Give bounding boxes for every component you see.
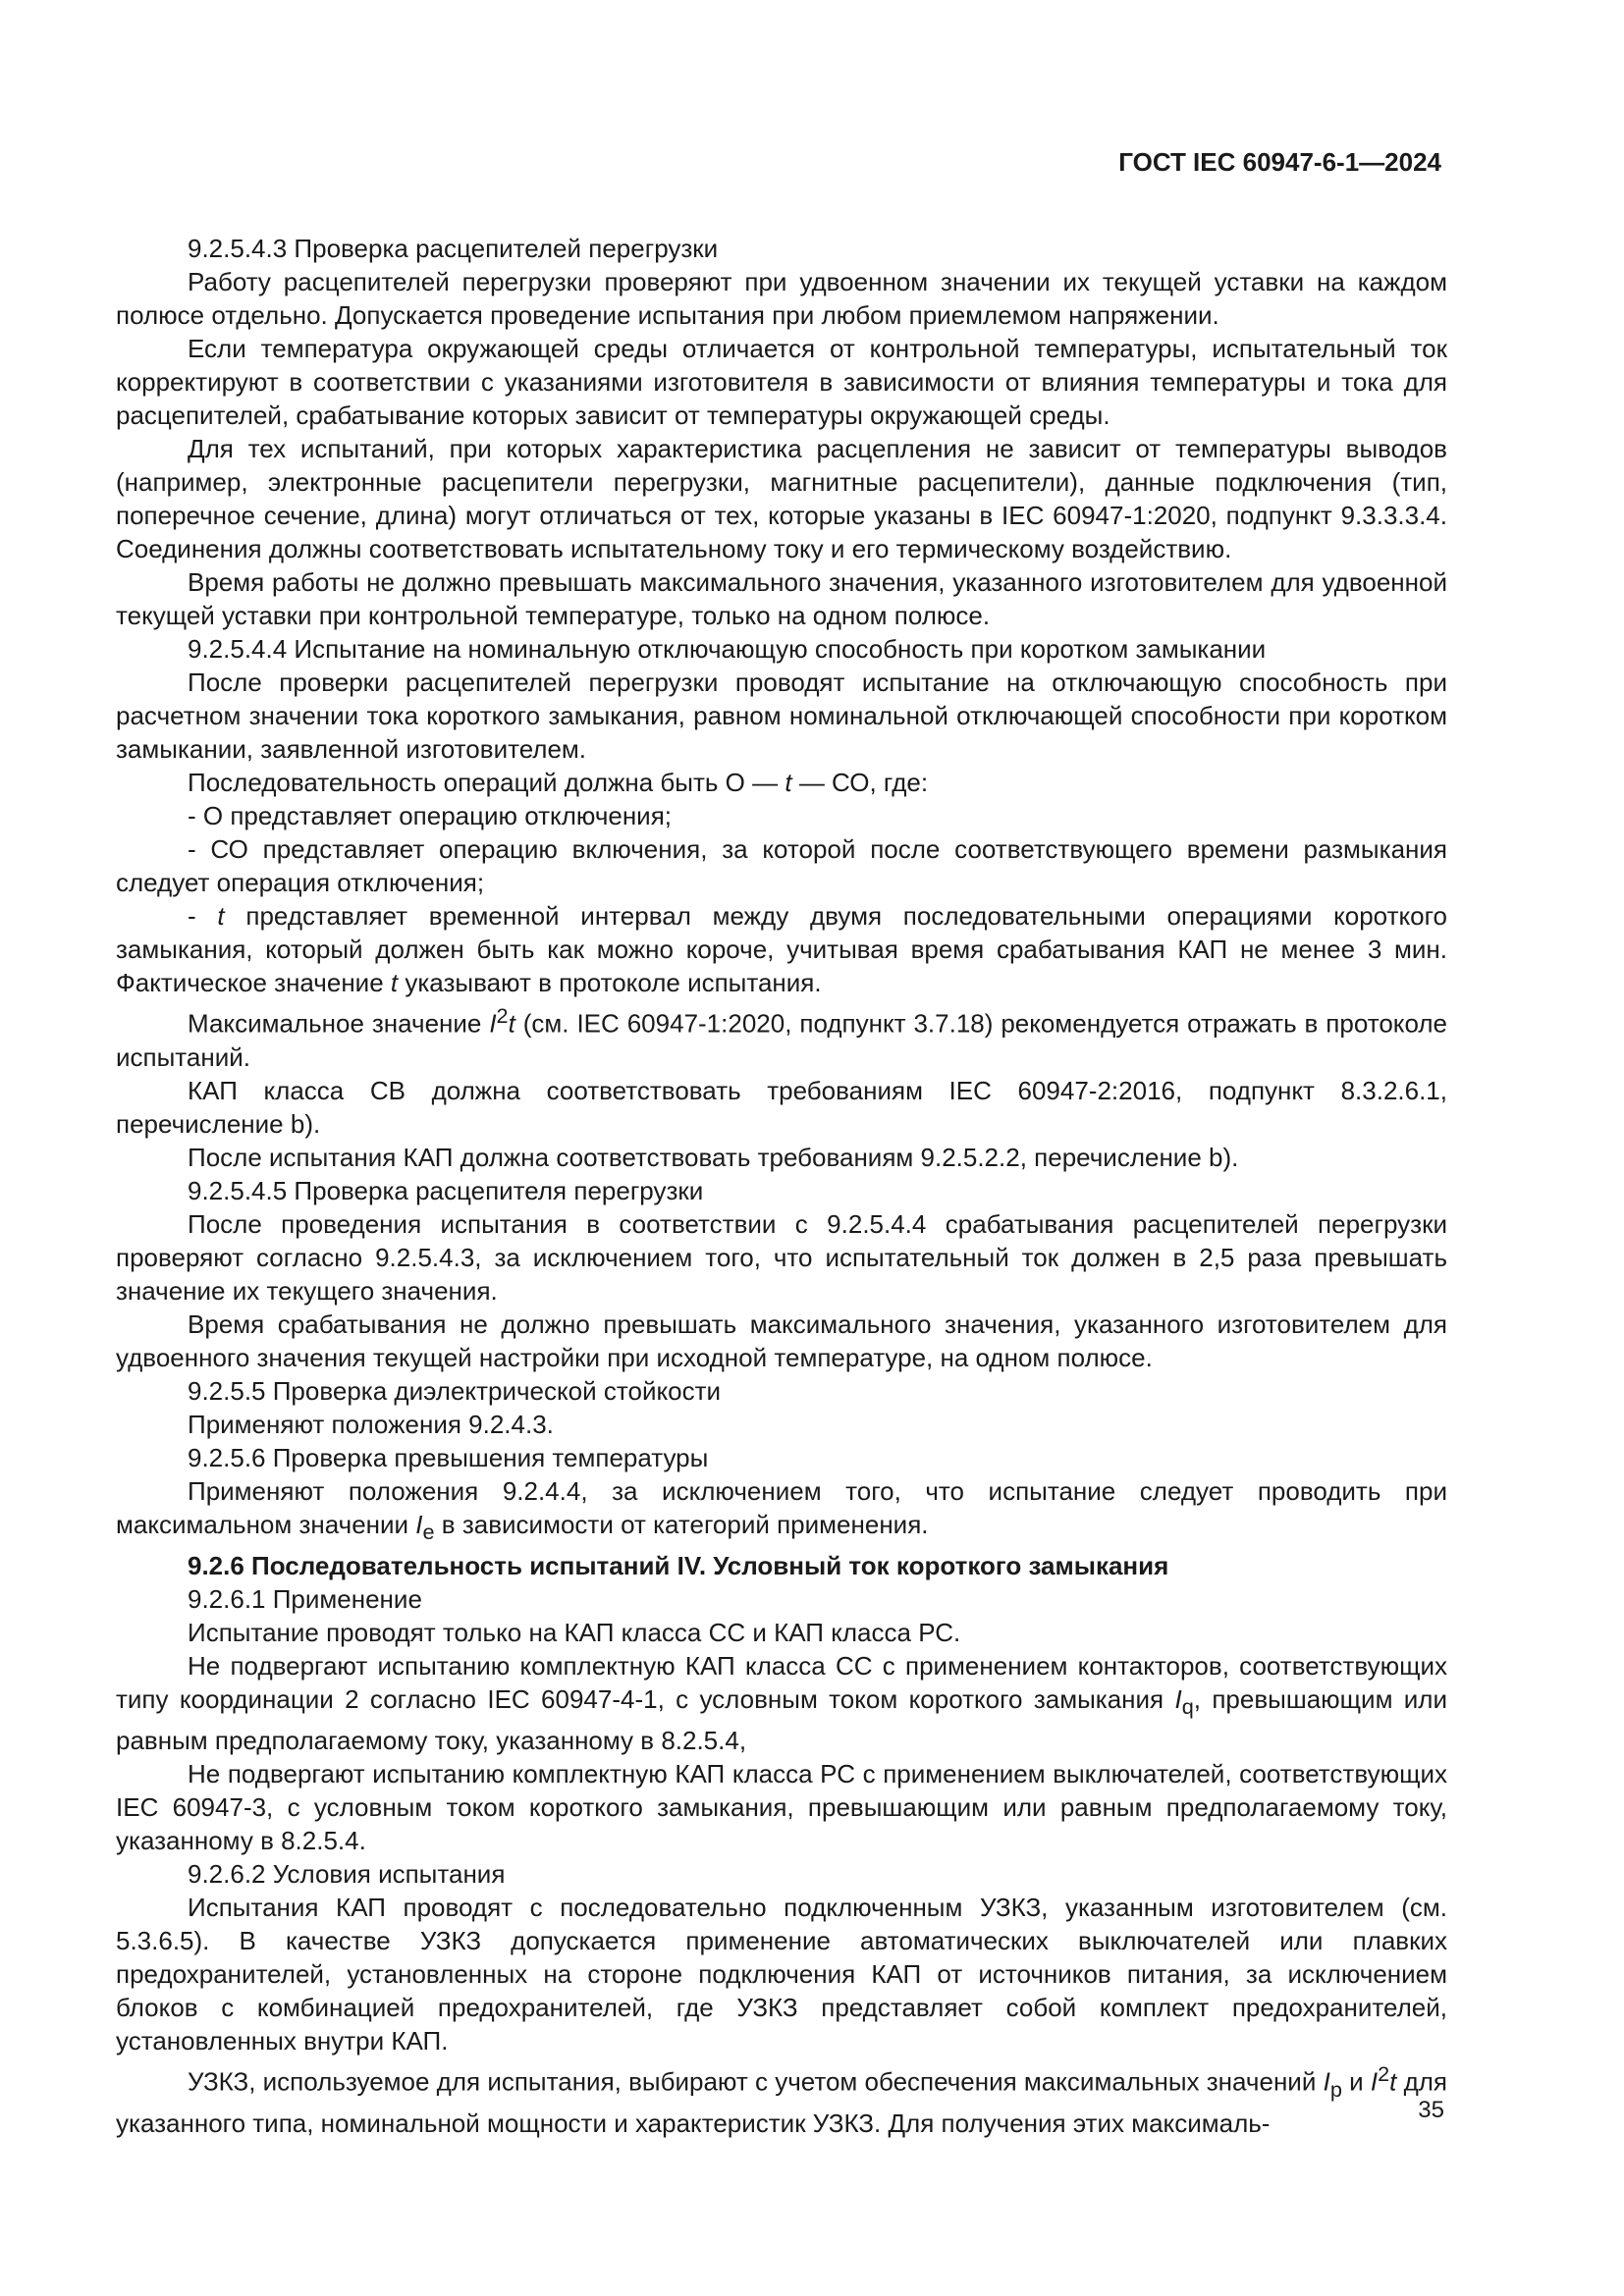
paragraph: После проверки расцепителей перегрузки проводят испытание на отключающую способность при расчетном значении тока короткого замыкания, равном номинальной отключающей способности при коротком замыкании, заявленной изготовителем.	[116, 667, 1447, 764]
page-number: 35	[1418, 2097, 1444, 2123]
paragraph: КАП класса СВ должна соответствовать требованиям IEC 60947-2:2016, подпункт 8.3.2.6.1, перечисление b).	[116, 1075, 1447, 1139]
paragraph: - t представляет временной интервал между двумя последовательными операциями короткого замыкания, который должен быть как можно короче, учитывая время срабатывания КАП не менее 3 мин. Фактическое значение t указывают в протоколе испытания.	[116, 901, 1447, 997]
section-heading: 9.2.6 Последовательность испытаний IV. Условный ток короткого замыкания	[188, 1550, 1169, 1580]
paragraph: - СО представляет операцию включения, за которой после соответствующего времени размыкания следует операция отключения;	[116, 834, 1447, 897]
paragraph: Не подвергают испытанию комплектную КАП класса РС с применением выключателей, соответствующих IEC 60947-3, с условным током короткого замыкания, превышающим или равным предполагаемому току, указанному в 8.2.5.4.	[116, 1759, 1447, 1856]
paragraph: 9.2.6.2 Условия испытания	[188, 1859, 506, 1890]
paragraph: - О представляет операцию отключения;	[188, 801, 673, 830]
paragraph: Применяют положения 9.2.4.3.	[188, 1409, 554, 1439]
paragraph: Применяют положения 9.2.4.4, за исключением того, что испытание следует проводить при максимальном значении $I_e$ в зависимости от категорий применения.	[116, 1475, 1447, 1544]
paragraph: После проведения испытания в соответствии с 9.2.5.4.4 срабатывания расцепителей перегрузки проверяют согласно 9.2.5.4.3, за исключением того, что испытательный ток должен в 2,5 раза превышать значение их текущего значения.	[116, 1208, 1447, 1306]
paragraph: 9.2.5.4.4 Испытание на номинальную отключающую способность при коротком замыкании	[188, 634, 1267, 664]
paragraph: Испытание проводят только на КАП класса СС и КАП класса РС.	[188, 1617, 961, 1647]
paragraph: Время работы не должно превышать максимального значения, указанного изготовителем для удвоенной текущей уставки при контрольной температуре, только на одном полюсе.	[116, 567, 1447, 630]
paragraph: После испытания КАП должна соответствовать требованиям 9.2.5.2.2, перечисление b).	[188, 1142, 1239, 1172]
paragraph: 9.2.6.1 Применение	[188, 1583, 422, 1614]
paragraph: Для тех испытаний, при которых характеристика расцепления не зависит от температуры выводов (например, электронные расцепители перегрузки, магнитные расцепители), данные подключения (тип, поперечное сечение, длина) могут отличаться от тех, которые указаны в IEC 60947-1:2020, подпункт 9.3.3.3.4. Соединения должны соответствовать испытательному току и его термическому воздействию.	[116, 434, 1447, 563]
paragraph: 9.2.5.4.3 Проверка расцепителей перегрузки	[188, 234, 719, 263]
paragraph: 9.2.5.4.5 Проверка расцепителя перегрузки	[188, 1175, 704, 1205]
paragraph: Испытания КАП проводят с последовательно подключенным УЗКЗ, указанным изготовителем (см. 5.3.6.5). В качестве УЗКЗ допускается применение автоматических выключателей или плавких предохранителей, установленных на стороне подключения КАП от источников питания, за исключением блоков с комбинацией предохранителей, где УЗКЗ представляет собой комплект предохранителей, установленных внутри КАП.	[116, 1893, 1447, 2056]
document-code-header: ГОСТ IEC 60947-6-1—2024	[1118, 147, 1441, 177]
paragraph: 9.2.5.6 Проверка превышения температуры	[188, 1442, 709, 1472]
paragraph: Последовательность операций должна быть О — t — СО, где:	[188, 768, 929, 797]
paragraph: Не подвергают испытанию комплектную КАП класса СС с применением контакторов, соответствующих типу координации 2 согласно IEC 60947-4-1, с условным током короткого замыкания $I_q$, превышающим или равным предполагаемому току, указанному в 8.2.5.4,	[116, 1650, 1447, 1756]
paragraph: Время срабатывания не должно превышать максимального значения, указанного изготовителем для удвоенного значения текущей настройки при исходной температуре, на одном полюсе.	[116, 1308, 1447, 1372]
paragraph: УЗКЗ, используемое для испытания, выбирают с учетом обеспечения максимальных значений $I_p$ и $I^2t$ для указанного типа, номинальной мощности и характеристик УЗКЗ. Для получения этих максималь-	[116, 2061, 1448, 2138]
document-body	[116, 232, 1447, 2140]
paragraph: 9.2.5.5 Проверка диэлектрической стойкости	[188, 1375, 722, 1406]
paragraph: Если температура окружающей среды отличается от контрольной температуры, испытательный ток корректируют в соответствии с указаниями изготовителя в зависимости от влияния температуры и тока для расцепителей, срабатывание которых зависит от температуры окружающей среды.	[116, 334, 1447, 430]
paragraph: Максимальное значение $I^2t$ (см. IEC 60947-1:2020, подпункт 3.7.18) рекомендуется отражать в протоколе испытаний.	[116, 1003, 1447, 1072]
paragraph: Работу расцепителей перегрузки проверяют при удвоенном значении их текущей уставки на каждом полюсе отдельно. Допускается проведение испытания при любом приемлемом напряжении.	[116, 267, 1447, 330]
